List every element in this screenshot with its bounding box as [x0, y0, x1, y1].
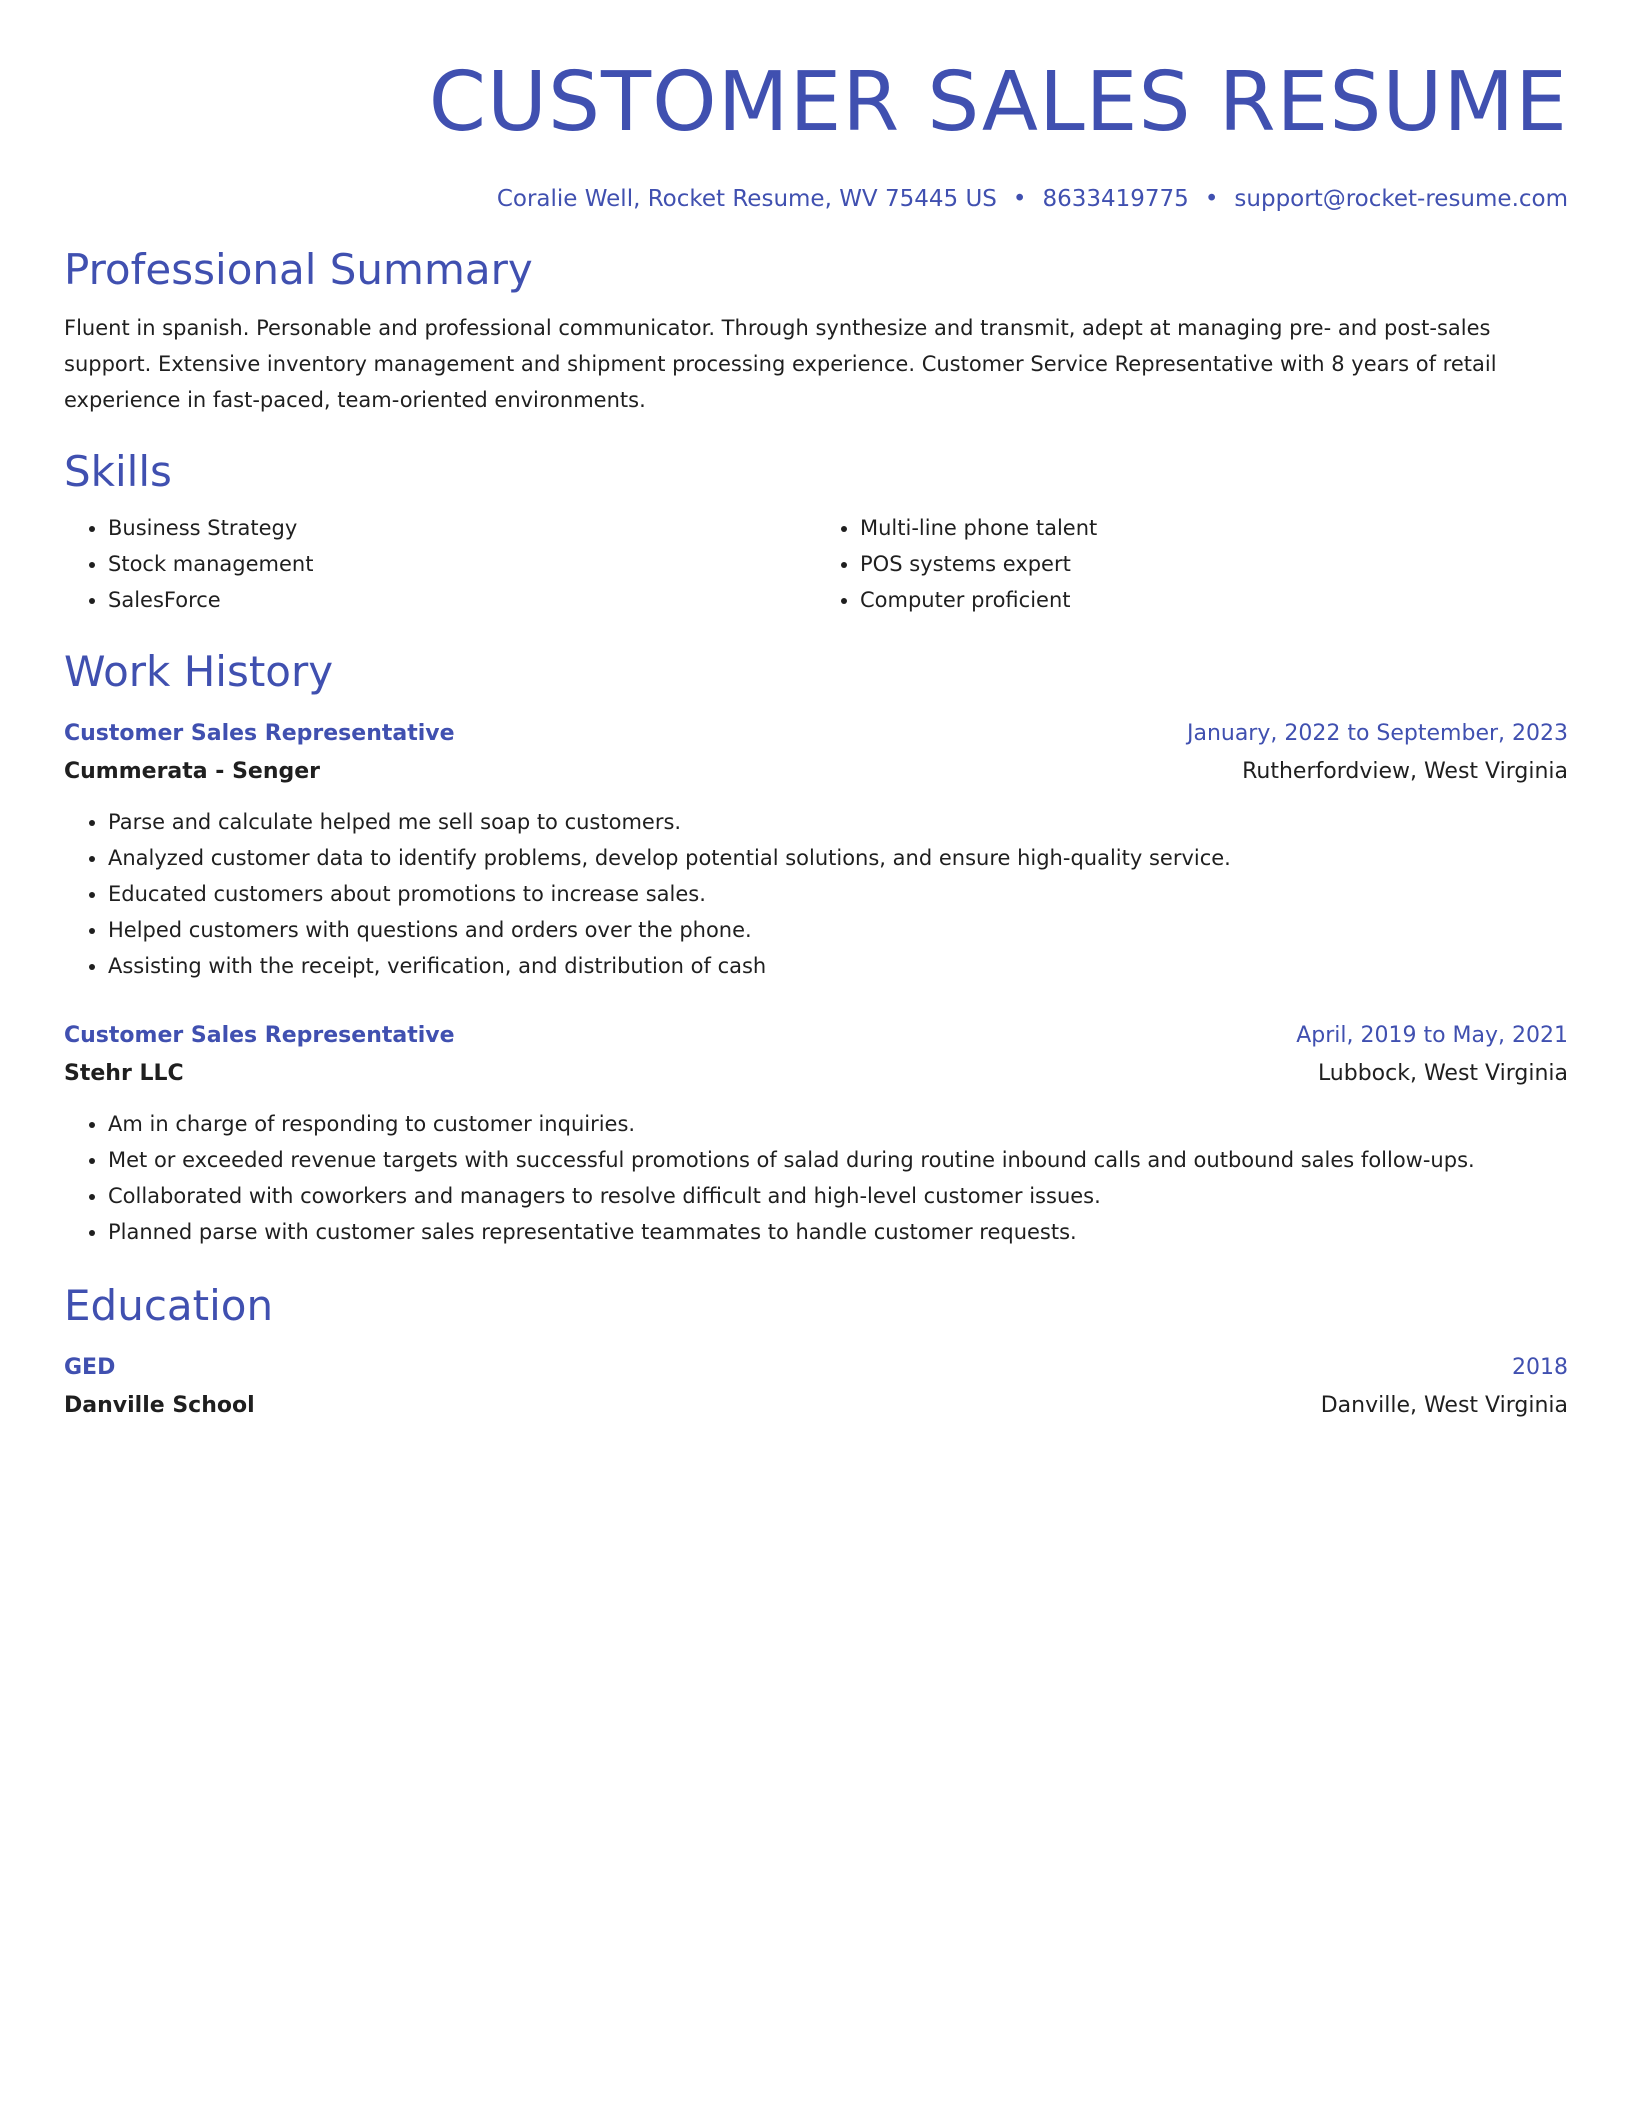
job-employer-row	[64, 1054, 1568, 1094]
job-duty: • Analyzed customer data to identify problems, develop potential solutions, and ensure high-quality service.	[108, 840, 1568, 876]
job-location: Rutherfordview, West Virginia	[1242, 759, 1568, 784]
skills-grid	[64, 510, 1568, 618]
job-duty: • Assisting with the receipt, verification, and distribution of cash	[108, 948, 1568, 984]
skill-item: • POS systems expert	[860, 546, 1568, 582]
job-header-row	[64, 716, 1568, 752]
job-duty: • Am in charge of responding to customer inquiries.	[108, 1106, 1568, 1142]
contact-separator: •	[1204, 186, 1219, 212]
contact-separator: •	[1012, 186, 1027, 212]
job-duty: • Planned parse with customer sales representative teammates to handle customer requests.	[108, 1214, 1568, 1250]
skill-item: • Stock management	[108, 546, 816, 582]
job-title: Customer Sales Representative	[64, 1023, 455, 1048]
job-dates: April, 2019 to May, 2021	[1296, 1023, 1568, 1048]
job-entry	[64, 716, 1568, 984]
job-duties-list	[64, 804, 1568, 984]
job-duty: • Parse and calculate helped me sell soap to customers.	[108, 804, 1568, 840]
skills-heading: Skills	[64, 447, 172, 496]
education-header-row	[64, 1350, 1568, 1386]
skill-item: • SalesForce	[108, 582, 816, 618]
job-dates: January, 2022 to September, 2023	[1186, 721, 1568, 746]
skill-item: • Business Strategy	[108, 510, 816, 546]
skills-list-right	[816, 510, 1568, 618]
contact-phone: 8633419775	[1042, 186, 1189, 212]
job-duty: • Collaborated with coworkers and managers to resolve difficult and high-level customer issues.	[108, 1178, 1568, 1214]
education-school-row	[64, 1386, 1568, 1426]
job-duty: • Met or exceeded revenue targets with successful promotions of salad during routine inbound calls and outbound sales follow-ups.	[108, 1142, 1568, 1178]
contact-line	[64, 182, 1568, 216]
summary-text: Fluent in spanish. Personable and professional communicator. Through synthesize and transmit, adept at managing pre- and post-sales support. Extensive inventory management and shipment processing experience. Customer Service Representative with 8 years of retail experience in fast-paced, team-oriented environments.	[64, 316, 1497, 412]
job-employer: Stehr LLC	[64, 1061, 184, 1086]
summary-heading: Professional Summary	[64, 245, 533, 294]
education-degree: GED	[64, 1355, 116, 1380]
skill-item: • Computer proficient	[860, 582, 1568, 618]
job-title: Customer Sales Representative	[64, 721, 455, 746]
job-duty: • Helped customers with questions and orders over the phone.	[108, 912, 1568, 948]
education-year: 2018	[1512, 1355, 1568, 1380]
contact-address: Coralie Well, Rocket Resume, WV 75445 US	[496, 186, 997, 212]
job-duties-list	[64, 1106, 1568, 1250]
resume-page	[64, 0, 1568, 1426]
education-school: Danville School	[64, 1393, 255, 1418]
job-location: Lubbock, West Virginia	[1317, 1061, 1568, 1086]
contact-email[interactable]: support@rocket-resume.com	[1234, 186, 1568, 212]
education-entry	[64, 1350, 1568, 1426]
resume-title: CUSTOMER SALES RESUME	[428, 55, 1568, 150]
work-history-heading: Work History	[64, 647, 334, 696]
job-duty: • Educated customers about promotions to increase sales.	[108, 876, 1568, 912]
skill-item: • Multi-line phone talent	[860, 510, 1568, 546]
education-location: Danville, West Virginia	[1320, 1393, 1568, 1418]
job-entry	[64, 1018, 1568, 1250]
job-employer-row	[64, 752, 1568, 792]
job-employer: Cummerata - Senger	[64, 759, 321, 784]
job-header-row	[64, 1018, 1568, 1054]
skills-list-left	[64, 510, 816, 618]
education-heading: Education	[64, 1281, 274, 1330]
